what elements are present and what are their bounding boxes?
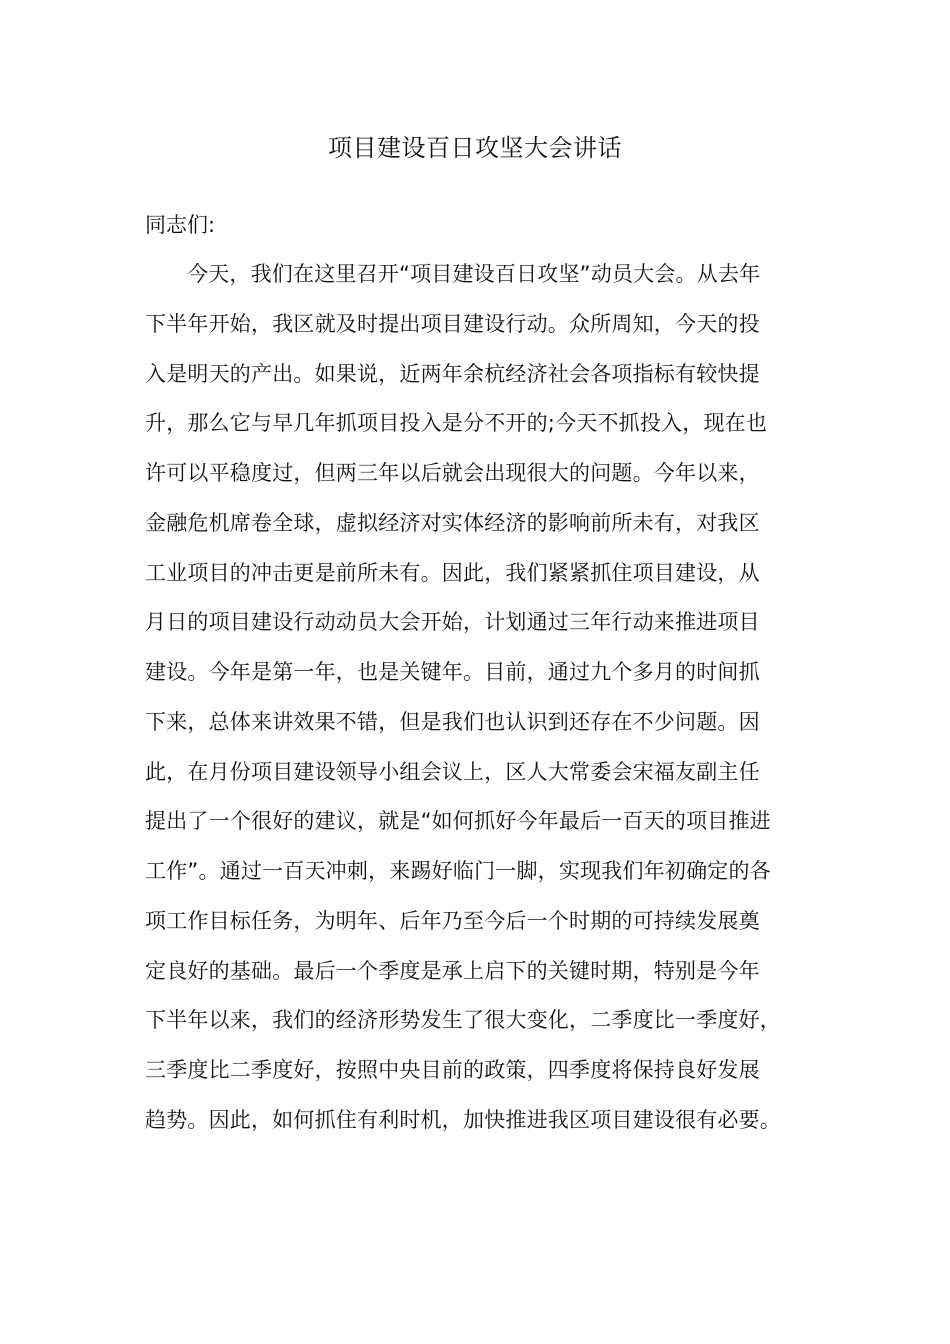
body-line: 此，在月份项目建设领导小组会议上，区人大常委会宋福友副主任	[145, 759, 760, 784]
body-line: 许可以平稳度过，但两三年以后就会出现很大的问题。今年以来，	[145, 461, 760, 485]
body-line: 三季度比二季度好，按照中央目前的政策，四季度将保持良好发展	[145, 1058, 760, 1082]
body-paragraph	[145, 254, 825, 1150]
body-line: 建设。今年是第一年，也是关键年。目前，通过九个多月的时间抓	[145, 660, 760, 684]
body-line: 月日的项目建设行动动员大会开始，计划通过三年行动来推进项目	[145, 610, 760, 635]
body-line: 入是明天的产出。如果说，近两年余杭经济社会各项指标有较快提	[145, 361, 760, 386]
body-line: 工业项目的冲击更是前所未有。因此，我们紧紧抓住项目建设，从	[145, 560, 760, 585]
body-line: 提出了一个很好的建议，就是“如何抓好今年最后一百天的项目推进	[145, 809, 771, 834]
body-line: 定良好的基础。最后一个季度是承上启下的关键时期，特别是今年	[145, 958, 760, 983]
document-title: 项目建设百日攻坚大会讲话	[328, 134, 622, 162]
body-line: 今天，我们在这里召开“项目建设百日攻坚”动员大会。从去年	[187, 262, 761, 286]
body-line: 升，那么它与早几年抓项目投入是分不开的;今天不抓投入，现在也	[145, 411, 768, 436]
body-line: 下来，总体来讲效果不错，但是我们也认识到还存在不少问题。因	[145, 709, 760, 734]
body-line: 下半年开始，我区就及时提出项目建设行动。众所周知，今天的投	[145, 311, 760, 336]
body-line: 下半年以来，我们的经济形势发生了很大变化，二季度比一季度好，	[145, 1008, 781, 1033]
body-line: 工作”。通过一百天冲刺，来踢好临门一脚，实现我们年初确定的各	[145, 859, 771, 883]
salutation: 同志们:	[145, 213, 216, 237]
body-line: 金融危机席卷全球，虚拟经济对实体经济的影响前所未有，对我区	[145, 510, 760, 535]
body-line: 项工作目标任务，为明年、后年乃至今后一个时期的可持续发展奠	[145, 908, 760, 933]
body-line: 趋势。因此，如何抓住有利时机，加快推进我区项目建设很有必要。	[145, 1107, 781, 1132]
